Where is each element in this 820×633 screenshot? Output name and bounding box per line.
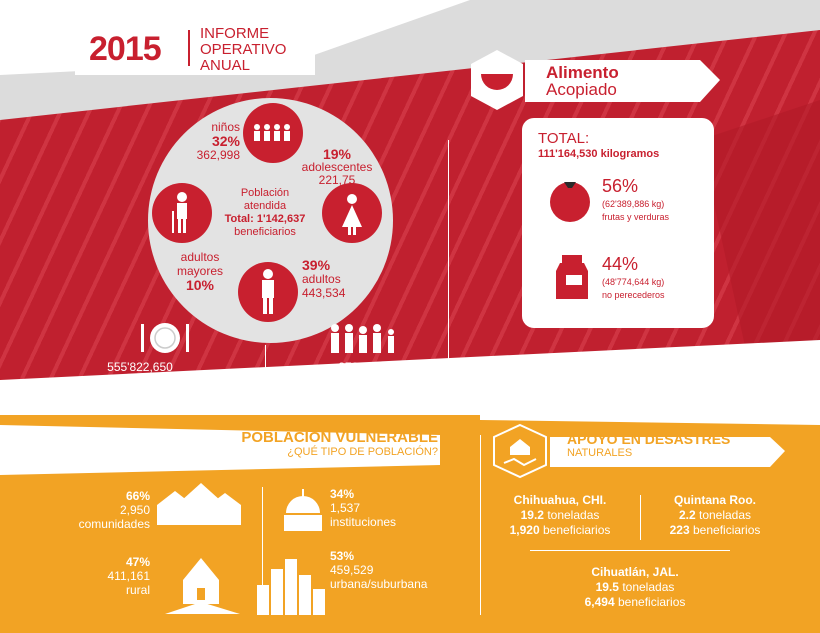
frutas-pct: 56%	[602, 176, 639, 196]
header-box	[75, 20, 315, 75]
adolescent-icon	[322, 183, 382, 243]
carton-icon	[552, 253, 592, 303]
bottom-section	[0, 415, 820, 633]
quintana-stat: Quintana Roo. 2.2 toneladas 223 beneficiarios	[669, 493, 761, 537]
vulnerable-header: POBLACIÓN VULNERABLE ¿QUÉ TIPO DE POBLACIÓN?	[241, 429, 438, 458]
familias-stat: 272,056 FAMILIAS	[338, 360, 382, 386]
adult-icon	[238, 262, 298, 322]
mayores-circle	[152, 183, 212, 243]
rural-stat: 47% 411,161 rural	[107, 555, 150, 597]
ninos-stat: niños 32% 362,998	[196, 120, 240, 162]
frutas-label: frutas y verduras	[602, 212, 670, 222]
alimento-total-value: 111'164,530 kilogramos	[538, 148, 660, 160]
alimento-title: Alimento Acopiado	[546, 63, 619, 99]
adolescentes-circle	[322, 183, 382, 243]
header-divider	[188, 30, 190, 66]
urbana-stat: 53% 459,529 urbana/suburbana	[330, 549, 428, 591]
comunidades-stat: 66% 2,950 comunidades	[78, 489, 150, 531]
perecederos-label: no perecederos	[602, 290, 665, 300]
alimento-total-label: TOTAL:	[538, 130, 590, 147]
tomato-icon	[546, 174, 594, 226]
instituciones-stat: 34% 1,537 instituciones	[330, 487, 397, 529]
cihuatlan-stat: Cihuatlán, JAL. 19.5 toneladas 6,494 beneficiarios	[584, 565, 686, 609]
plate-icon	[135, 318, 195, 358]
alimento-card	[522, 118, 714, 328]
frutas-kg: (62'389,886 kg)	[602, 199, 665, 209]
desastres-hline	[530, 550, 730, 551]
stand-line	[265, 345, 266, 390]
perecederos-pct: 44%	[602, 254, 639, 274]
adolescentes-stat: 19% adolescentes 221,75	[301, 146, 373, 187]
mayores-stat: adultos mayores 10%	[176, 250, 223, 293]
raciones-stat: 555'822,650 RACIONES de ALIMENTOS	[82, 360, 198, 386]
desastres-header: APOYO EN DESASTRES NATURALES	[567, 431, 731, 459]
chihuahua-stat: Chihuahua, CHI. 19.2 toneladas 1,920 beneficiarios	[509, 493, 611, 537]
adultos-stat: 39% adultos 443,534	[302, 257, 346, 300]
rural-house-icon	[165, 550, 240, 615]
population-center: Población atendida Total: 1'142,637 beneficiarios	[224, 187, 306, 238]
building-icon	[278, 487, 328, 537]
adultos-circle	[238, 262, 298, 322]
city-icon	[255, 555, 327, 617]
header-title: INFORME OPERATIVO ANUAL	[200, 25, 287, 74]
houses-icon	[157, 483, 242, 528]
perecederos-kg: (48'774,644 kg)	[602, 277, 665, 287]
divider-line	[448, 140, 449, 370]
year-label: 2015	[89, 30, 161, 68]
elderly-icon	[152, 183, 212, 243]
family-icon	[325, 320, 405, 360]
